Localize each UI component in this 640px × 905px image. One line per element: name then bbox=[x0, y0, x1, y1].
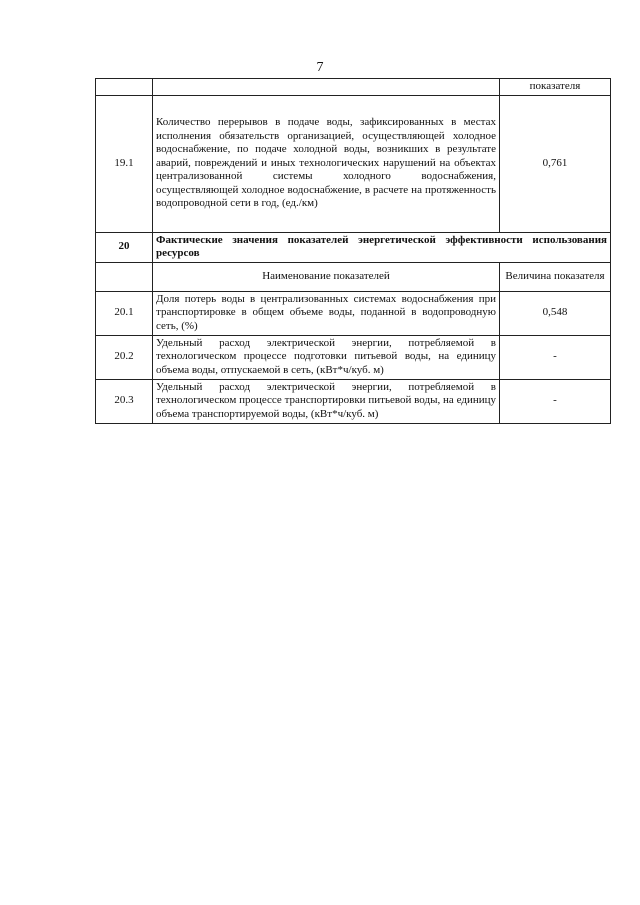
section-number: 20 bbox=[96, 232, 153, 262]
table-row bbox=[96, 335, 611, 379]
indicator-name: Удельный расход электрической энергии, потребляемой в технологическом процессе подготовки питьевой воды, на единицу объема воды, отпускаемой в сеть, (кВт*ч/куб. м) bbox=[153, 335, 500, 379]
indicator-value: 0,548 bbox=[500, 291, 611, 335]
header-row bbox=[96, 262, 611, 291]
section-row bbox=[96, 232, 611, 262]
table-row bbox=[96, 79, 611, 96]
indicator-value: - bbox=[500, 335, 611, 379]
indicator-value: - bbox=[500, 379, 611, 423]
row-number bbox=[96, 79, 153, 96]
table-row bbox=[96, 95, 611, 232]
row-number: 20.3 bbox=[96, 379, 153, 423]
indicator-value: показателя bbox=[500, 79, 611, 96]
indicators-table bbox=[95, 78, 611, 424]
column-header-name: Наименование показателей bbox=[153, 262, 500, 291]
indicator-name bbox=[153, 79, 500, 96]
row-number: 19.1 bbox=[96, 95, 153, 232]
table-row bbox=[96, 379, 611, 423]
indicator-name: Удельный расход электрической энергии, потребляемой в технологическом процессе транспортировки питьевой воды, на единицу объема транспортируемой воды, (кВт*ч/куб. м) bbox=[153, 379, 500, 423]
page-number: 7 bbox=[316, 60, 324, 75]
section-title: Фактические значения показателей энергетической эффективности использования ресурсов bbox=[153, 232, 611, 262]
indicator-name: Доля потерь воды в централизованных системах водоснабжения при транспортировке в общем объеме воды, поданной в водопроводную сеть, (%) bbox=[153, 291, 500, 335]
indicator-name: Количество перерывов в подаче воды, зафиксированных в местах исполнения обязательств организацией, осуществляющей холодное водоснабжение, по подаче холодной воды, возникших в результате аварий, повреждений и иных технологических нарушений на объектах централизованной системы холодного водоснабжения, осуществляющей холодное водоснабжение, в расчете на протяженность водопроводной сети в год, (ед./км) bbox=[153, 95, 500, 232]
row-number: 20.2 bbox=[96, 335, 153, 379]
row-number bbox=[96, 262, 153, 291]
table-row bbox=[96, 291, 611, 335]
row-number: 20.1 bbox=[96, 291, 153, 335]
indicator-value: 0,761 bbox=[500, 95, 611, 232]
column-header-value: Величина показателя bbox=[500, 262, 611, 291]
